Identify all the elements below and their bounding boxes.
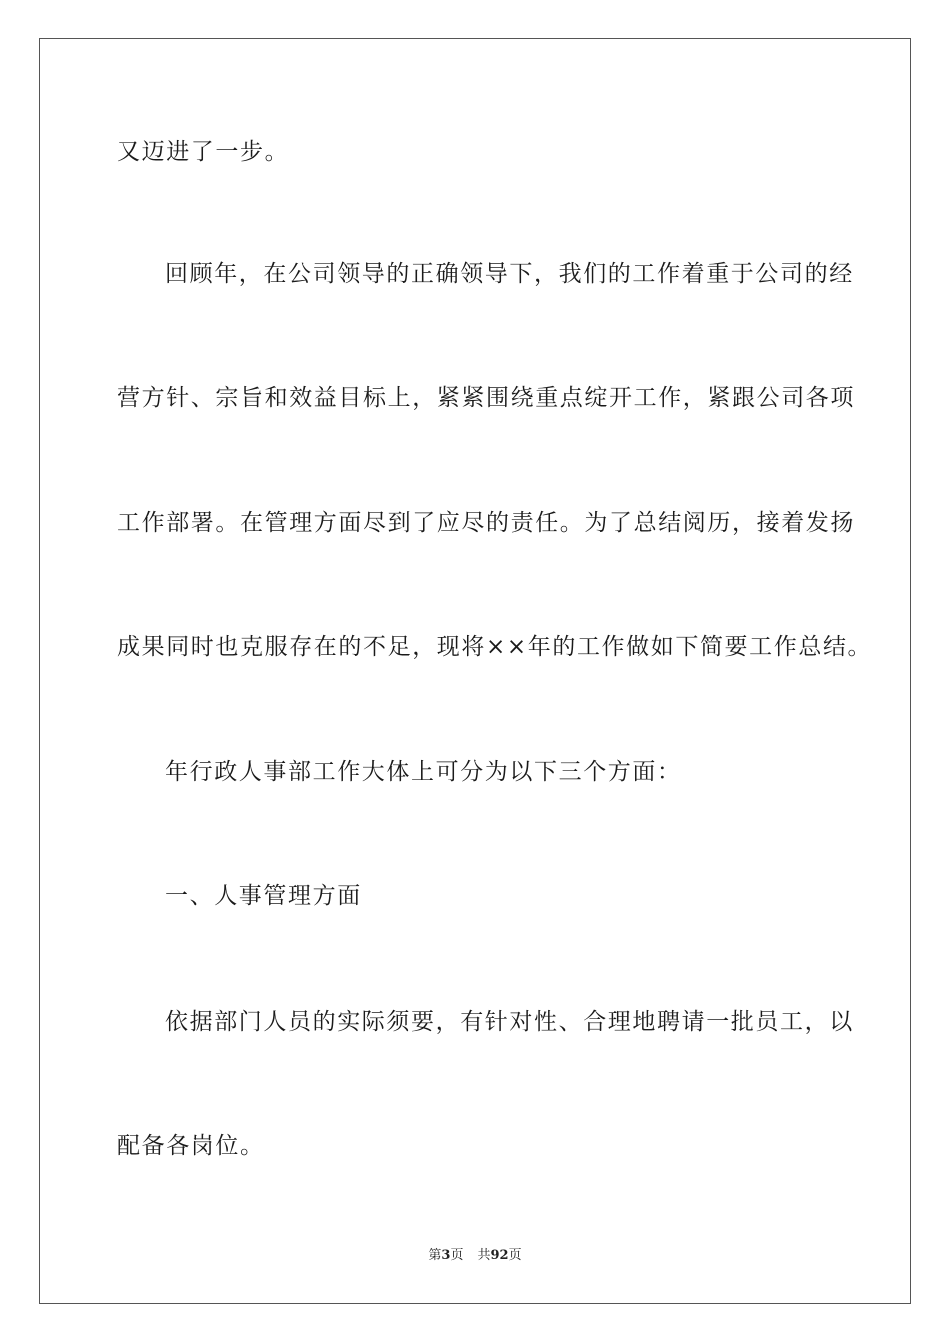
body-line-9: 配备各岗位。 bbox=[117, 1133, 265, 1159]
body-line-5: 成果同时也克服存在的不足，现将××年的工作做如下简要工作总结。 bbox=[117, 634, 873, 660]
body-line-8: 依据部门人员的实际须要，有针对性、合理地聘请一批员工，以 bbox=[165, 1009, 854, 1035]
footer-page-suffix: 页 bbox=[450, 1248, 464, 1263]
body-line-6: 年行政人事部工作大体上可分为以下三个方面： bbox=[165, 759, 682, 785]
page-border bbox=[39, 38, 911, 1304]
footer-page-prefix: 第 bbox=[428, 1248, 442, 1263]
footer-total-pages: 92 bbox=[490, 1248, 509, 1263]
page-footer bbox=[0, 1247, 950, 1265]
footer-total-suffix: 页 bbox=[508, 1248, 522, 1263]
body-line-1: 又迈进了一步。 bbox=[117, 139, 290, 165]
section-heading: 一、人事管理方面 bbox=[165, 883, 362, 909]
footer-page-number: 3 bbox=[441, 1248, 451, 1263]
footer-total-prefix: 共 bbox=[477, 1248, 491, 1263]
body-line-2: 回顾年，在公司领导的正确领导下，我们的工作着重于公司的经 bbox=[165, 261, 854, 287]
body-line-3: 营方针、宗旨和效益目标上，紧紧围绕重点绽开工作，紧跟公司各项 bbox=[117, 385, 855, 411]
body-line-4: 工作部署。在管理方面尽到了应尽的责任。为了总结阅历，接着发扬 bbox=[117, 510, 855, 536]
